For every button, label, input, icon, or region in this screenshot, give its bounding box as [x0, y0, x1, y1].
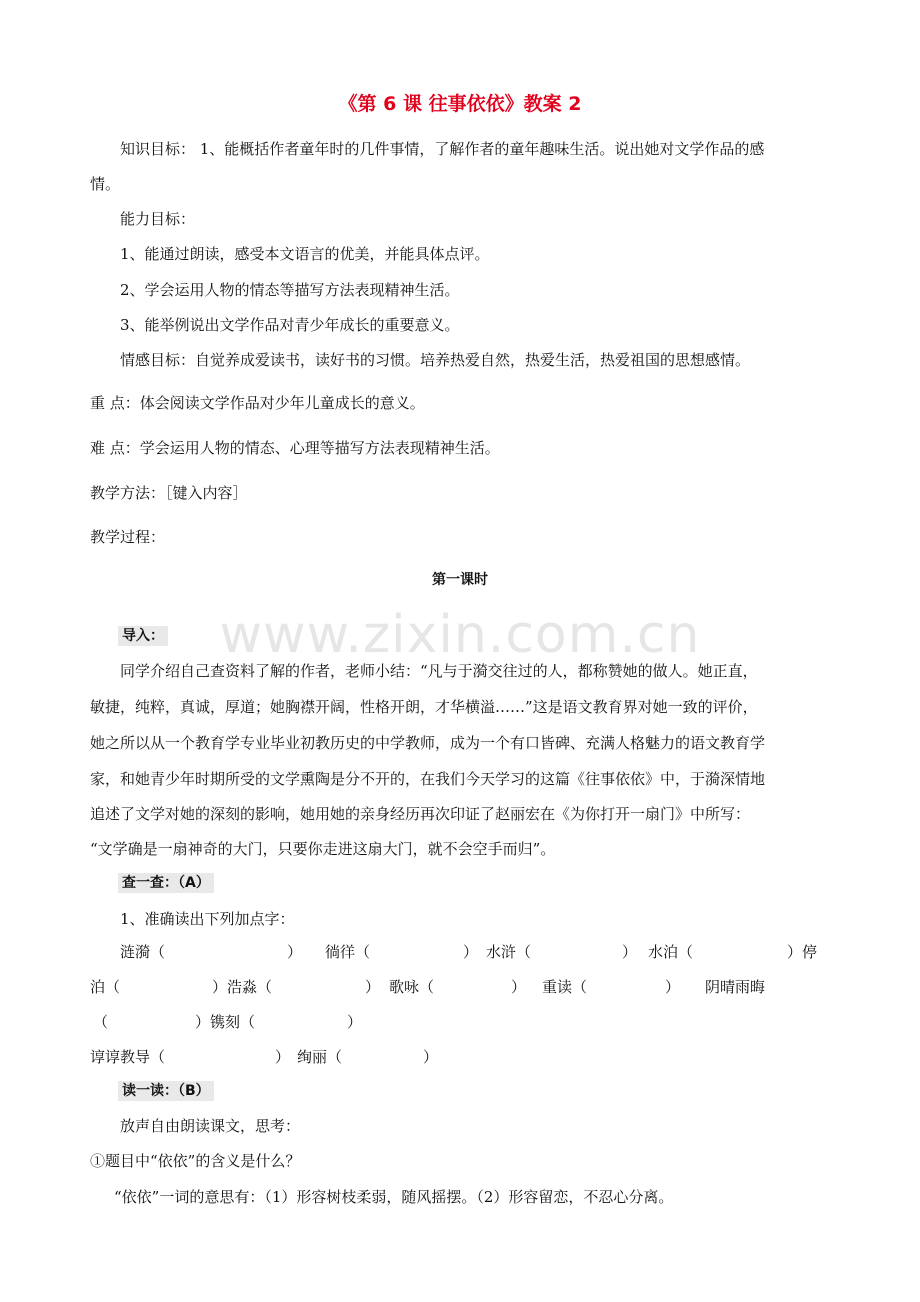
check-label: 查一查：（A） [118, 873, 214, 893]
intro-paragraph-line: 追述了文学对她的深刻的影响，她用她的亲身经历再次印证了赵丽宏在《为你打开一扇门》中所写： [90, 805, 751, 823]
pinyin-item-juanke: ）镌刻（ [195, 1013, 256, 1031]
ability-objective-3: 3、能举例说出文学作品对青少年成长的重要意义。 [120, 316, 460, 334]
pinyin-item-shuipo: 水泊（ [648, 943, 694, 961]
difficulty-point: 难 点：学会运用人物的情态、心理等描写方法表现精神生活。 [90, 439, 500, 457]
ability-objective-2: 2、学会运用人物的情态等描写方法表现精神生活。 [120, 281, 460, 299]
pinyin-item-changyang: 徜徉（ [325, 943, 371, 961]
pinyin-item-close: ） [463, 943, 479, 961]
pinyin-item-close: ） [275, 1048, 291, 1066]
pinyin-item-close: ） [287, 943, 303, 961]
pinyin-item-haomiao: ）浩淼（ [212, 978, 273, 996]
read-answer: “依依”一词的意思有：（1）形容树枝柔弱，随风摇摆。（2）形容留恋，不忍心分离。 [114, 1188, 674, 1206]
read-instruction: 放声自由朗读课文，思考： [120, 1117, 301, 1135]
teaching-method: 教学方法：［键入内容］ [90, 484, 248, 502]
pinyin-item-ting: ）停 [787, 943, 818, 961]
pinyin-item-zhunzhun: 谆谆教导（ [90, 1048, 166, 1066]
key-point: 重 点：体会阅读文学作品对少年儿童成长的意义。 [90, 394, 425, 412]
knowledge-objective-line-2: 情。 [90, 175, 121, 193]
pinyin-item-close: ） [622, 943, 638, 961]
ability-objective-1: 1、能通过朗读，感受本文语言的优美，并能具体点评。 [120, 245, 490, 263]
pinyin-item-lianyi: 涟漪（ [120, 943, 166, 961]
intro-paragraph-line: 她之所以从一个教育学专业毕业初教历史的中学教师，成为一个有口皆碑、充满人格魅力的语文教育学 [90, 734, 766, 752]
knowledge-objective-line-1: 知识目标： 1、能概括作者童年时的几件事情，了解作者的童年趣味生活。说出她对文学作品的感 [120, 140, 765, 158]
check-instruction: 1、准确读出下列加点字： [120, 910, 295, 928]
pinyin-item-shuihu: 水浒（ [486, 943, 532, 961]
pinyin-item-geyong: 歌咏（ [389, 978, 435, 996]
pinyin-item-close: ） [365, 978, 381, 996]
ability-objective-heading: 能力目标： [120, 210, 196, 228]
intro-label: 导入： [118, 626, 168, 646]
intro-paragraph-line: 敏捷，纯粹，真诚，厚道；她胸襟开阔，性格开朗，才华横溢……”这是语文教育界对她一致的评价， [90, 698, 758, 716]
page-title: 《第 6 课 往事依依》教案 2 [338, 93, 582, 115]
lesson-title: 第一课时 [432, 572, 488, 588]
pinyin-item-zhongdu: 重读（ [542, 978, 588, 996]
pinyin-item-close: ） [423, 1048, 439, 1066]
watermark: www.zixin.com.cn [219, 605, 701, 665]
intro-paragraph-line: 同学介绍自己查资料了解的作者，老师小结：“凡与于漪交往过的人，都称赞她的做人。她正直， [120, 662, 758, 680]
pinyin-item-open: （ [93, 1013, 109, 1031]
teaching-process: 教学过程： [90, 528, 166, 546]
read-label: 读一读：（B） [118, 1081, 214, 1101]
intro-paragraph-line: “文学确是一扇神奇的大门，只要你走进这扇大门，就不会空手而归”。 [90, 840, 556, 858]
read-question: ①题目中“依依”的含义是什么？ [90, 1152, 301, 1170]
pinyin-item-yinqingyuhui: 阴晴雨晦 [705, 978, 766, 996]
pinyin-item-close: ） [511, 978, 527, 996]
pinyin-item-xuanli: 绚丽（ [297, 1048, 343, 1066]
emotion-objective: 情感目标：自觉养成爱读书，读好书的习惯。培养热爱自然，热爱生活，热爱祖国的思想感情。 [120, 351, 751, 369]
pinyin-item-close: ） [665, 978, 681, 996]
pinyin-item-bo: 泊（ [90, 978, 121, 996]
pinyin-item-close: ） [347, 1013, 363, 1031]
intro-paragraph-line: 家，和她青少年时期所受的文学熏陶是分不开的，在我们今天学习的这篇《往事依依》中，于漪深情地 [90, 770, 766, 788]
